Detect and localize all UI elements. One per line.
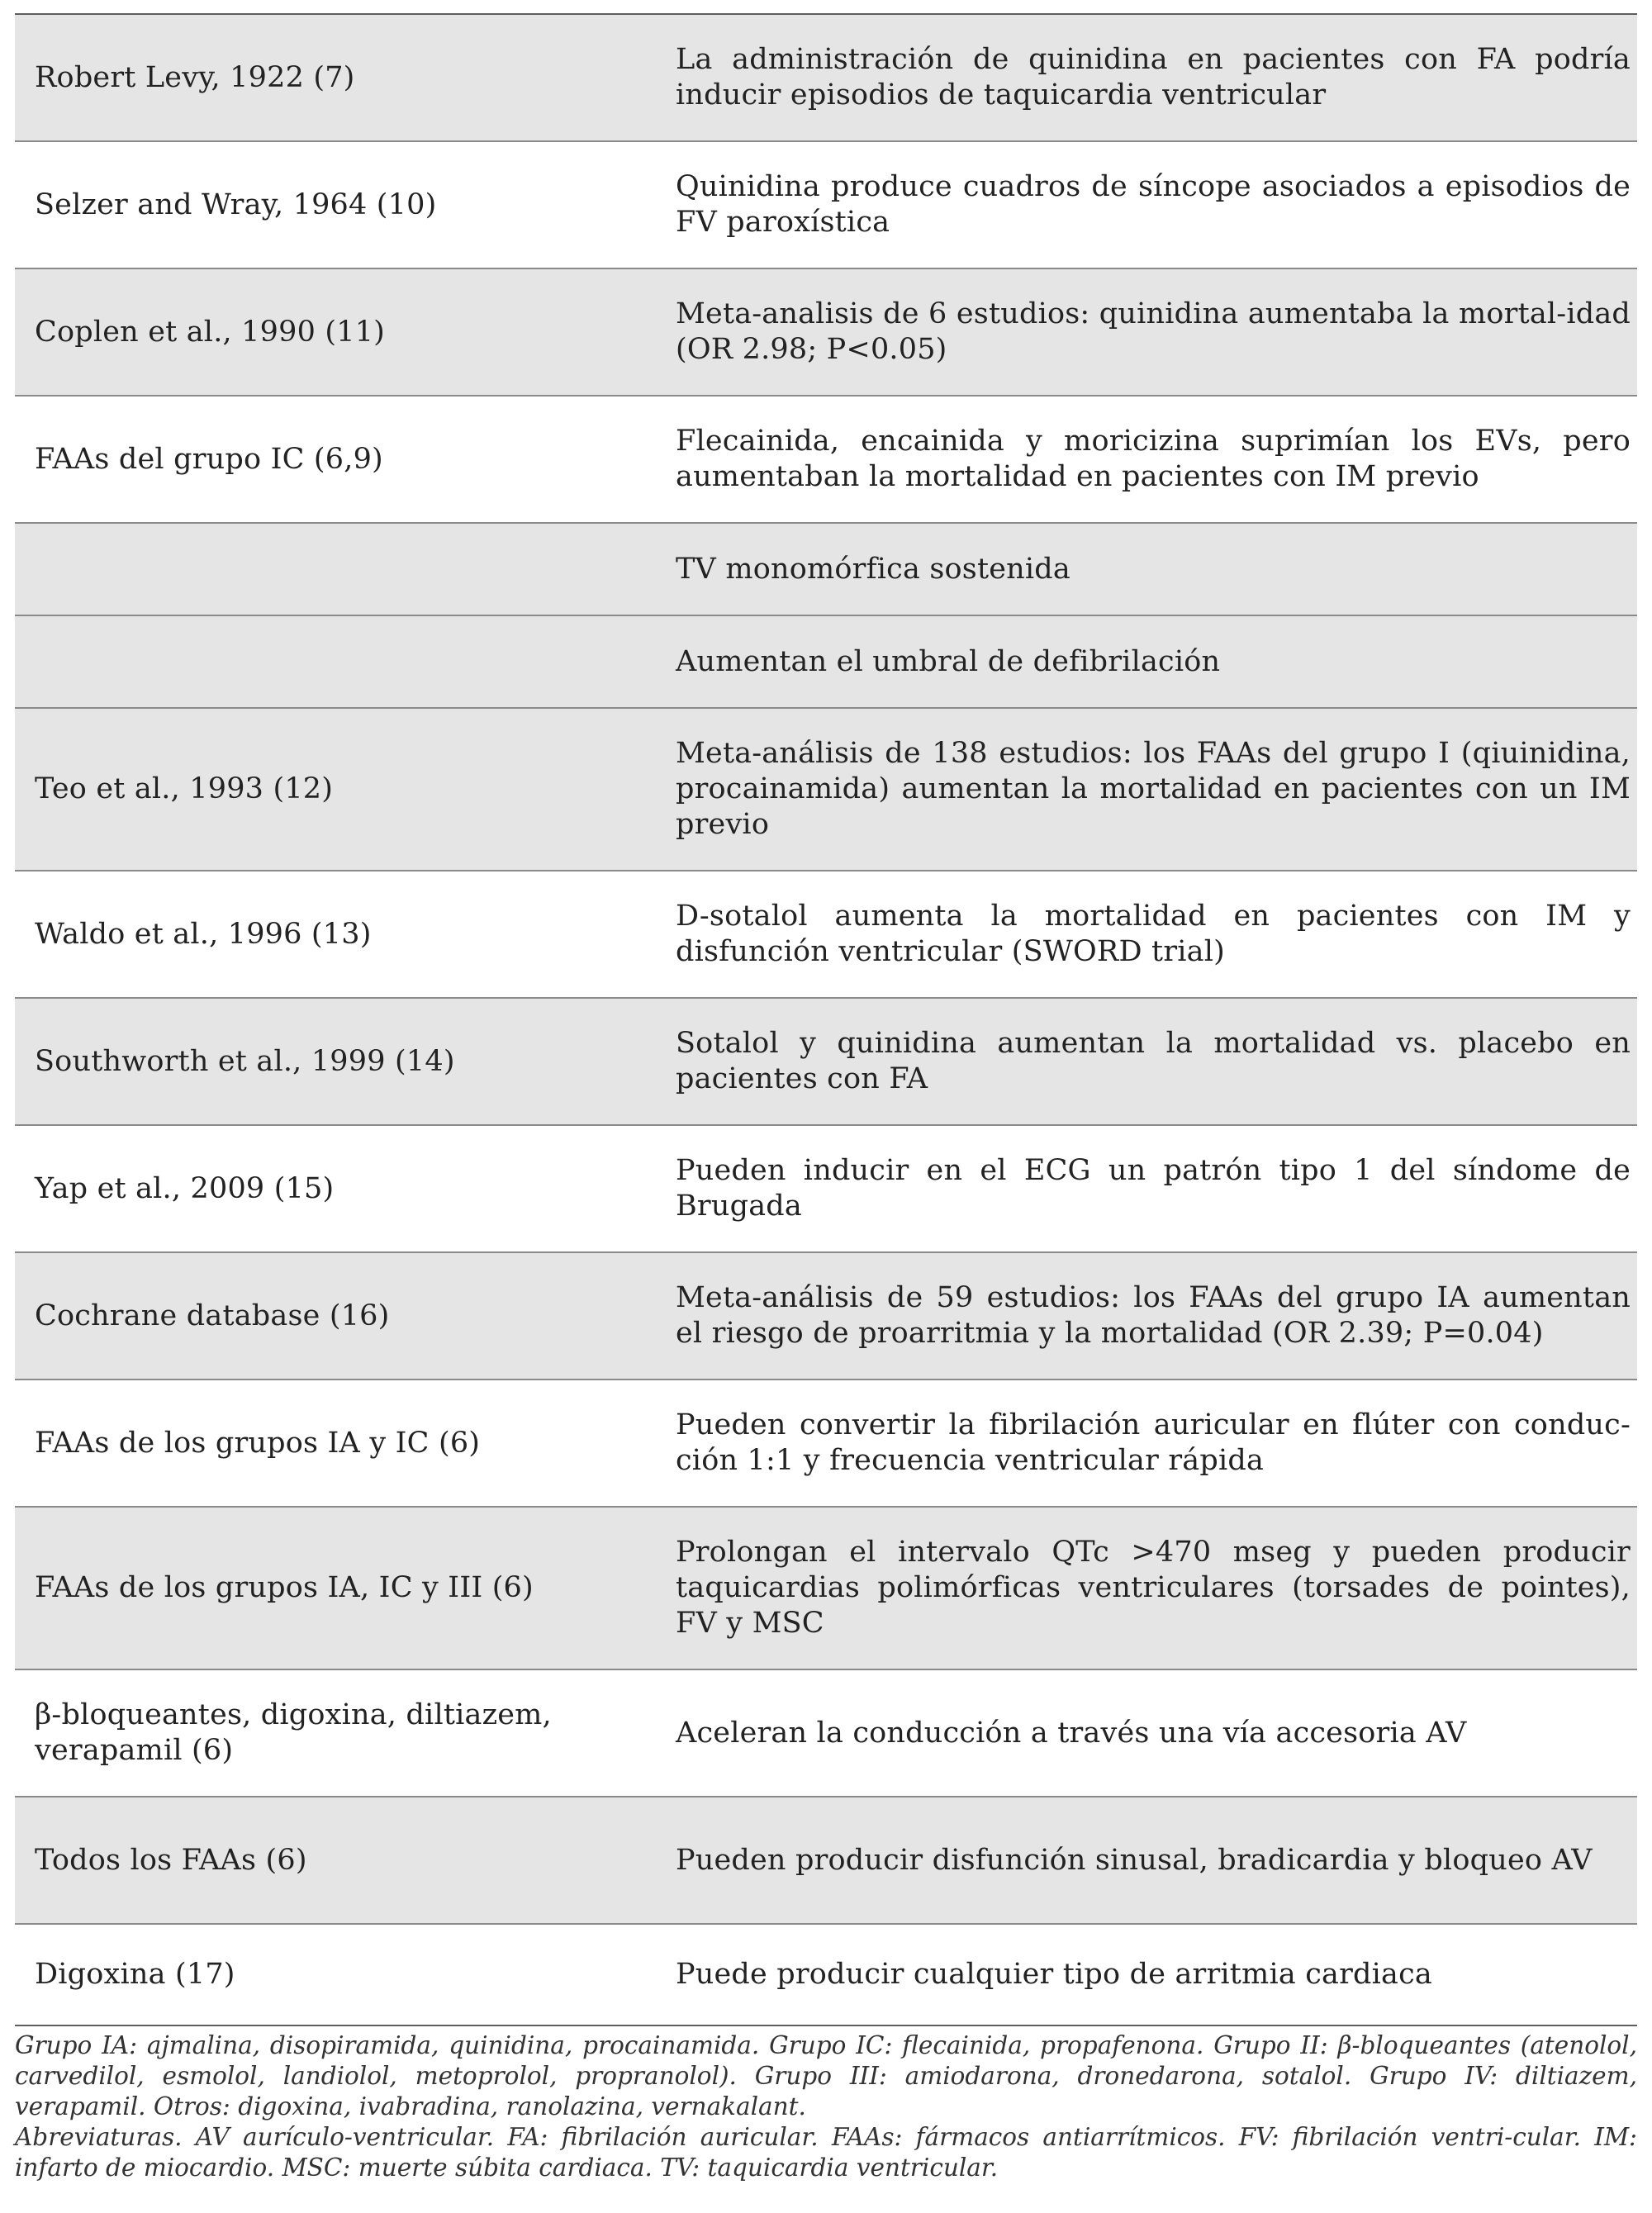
proarrhythmia-table-container — [15, 13, 1637, 2026]
reference-cell: Coplen et al., 1990 (11) — [35, 315, 386, 349]
reference-cell: FAAs de los grupos IA y IC (6) — [35, 1426, 481, 1460]
reference-cell — [15, 523, 643, 615]
table-row — [15, 708, 1637, 871]
table-row — [15, 998, 1637, 1125]
finding-cell: Meta-análisis de 138 estudios: los FAAs del grupo I (qiuinidina, procainamida) aumentan la mortalidad en pacientes con un IM previo — [676, 737, 1631, 841]
table-footnotes — [15, 2030, 1637, 2183]
finding-cell: TV monomórfica sostenida — [676, 552, 1070, 586]
table-row — [15, 1380, 1637, 1507]
table-row — [15, 871, 1637, 998]
finding-cell: Sotalol y quinidina aumentan la mortalidad vs. placebo en pacientes con FA — [676, 1027, 1631, 1095]
reference-cell: β-bloqueantes, digoxina, diltiazem, verapamil (6) — [35, 1698, 552, 1767]
table-row — [15, 1507, 1637, 1669]
table-row — [15, 1797, 1637, 1924]
reference-cell: FAAs del grupo IC (6,9) — [35, 442, 383, 476]
reference-cell: Waldo et al., 1996 (13) — [35, 917, 372, 951]
reference-cell: Teo et al., 1993 (12) — [35, 772, 334, 805]
finding-cell: Aumentan el umbral de defibrilación — [676, 644, 1221, 678]
reference-cell: Digoxina (17) — [35, 1958, 235, 1991]
finding-cell: Puede producir cualquier tipo de arritmia cardiaca — [676, 1958, 1432, 1991]
finding-cell: Pueden producir disfunción sinusal, bradicardia y bloqueo AV — [676, 1843, 1593, 1877]
reference-cell: FAAs de los grupos IA, IC y III (6) — [35, 1571, 534, 1604]
table-row — [15, 1125, 1637, 1252]
finding-cell: Aceleran la conducción a través una vía accesoria AV — [676, 1716, 1467, 1750]
finding-cell: Flecainida, encainida y moricizina suprimían los EVs, pero aumentaban la mortalidad en pacientes con IM previo — [676, 425, 1631, 493]
table-row — [15, 1924, 1637, 2025]
reference-cell — [15, 615, 643, 708]
abbreviations-footnote: Abreviaturas. AV aurículo-ventricular. FA: fibrilación auricular. FAAs: fármacos antiarrítmicos. FV: fibrilación ventri-cular. IM: infarto de miocardio. MSC: muerte súbita cardiaca. TV: taquicardia ventricular. — [15, 2123, 1637, 2182]
table-row — [15, 141, 1637, 268]
table-row — [15, 1669, 1637, 1797]
table-row — [15, 615, 1637, 708]
finding-cell: D-sotalol aumenta la mortalidad en pacientes con IM y disfunción ventricular (SWORD trial) — [676, 900, 1631, 968]
finding-cell: Prolongan el intervalo QTc >470 mseg y pueden producir taquicardias polimórficas ventriculares (torsades de pointes), FV y MSC — [676, 1536, 1631, 1640]
reference-cell: Todos los FAAs (6) — [35, 1843, 307, 1877]
reference-cell: Cochrane database (16) — [35, 1299, 390, 1332]
table-row — [15, 268, 1637, 396]
finding-cell: Meta-análisis de 59 estudios: los FAAs del grupo IA aumentan el riesgo de proarritmia y la mortalidad (OR 2.39; P=0.04) — [676, 1281, 1631, 1350]
finding-cell: Pueden convertir la fibrilación auricular en flúter con conduc-ción 1:1 y frecuencia ventricular rápida — [676, 1408, 1631, 1477]
finding-cell: Meta-analisis de 6 estudios: quinidina aumentaba la mortal-idad (OR 2.98; P<0.05) — [676, 297, 1631, 366]
reference-cell: Yap et al., 2009 (15) — [35, 1171, 335, 1205]
proarrhythmia-table — [15, 13, 1637, 2026]
reference-cell: Southworth et al., 1999 (14) — [35, 1044, 455, 1078]
finding-cell: La administración de quinidina en pacientes con FA podría inducir episodios de taquicardia ventricular — [676, 43, 1631, 112]
reference-cell: Selzer and Wray, 1964 (10) — [35, 188, 437, 221]
finding-cell: Quinidina produce cuadros de síncope asociados a episodios de FV paroxística — [676, 170, 1631, 239]
finding-cell: Pueden inducir en el ECG un patrón tipo 1 del síndome de Brugada — [676, 1154, 1631, 1223]
table-row — [15, 396, 1637, 523]
table-row — [15, 14, 1637, 141]
drug-groups-footnote: Grupo IA: ajmalina, disopiramida, quinidina, procainamida. Grupo IC: flecainida, propafenona. Grupo II: β-bloqueantes (atenolol, carvedilol, esmolol, landiolol, metoprolol, propranolol). Grupo III: amiodarona, dronedarona, sotalol. Grupo IV: diltiazem, verapamil. Otros: digoxina, ivabradina, ranolazina, vernakalant. — [15, 2031, 1637, 2120]
table-row — [15, 523, 1637, 615]
reference-cell: Robert Levy, 1922 (7) — [35, 60, 355, 94]
table-row — [15, 1252, 1637, 1380]
